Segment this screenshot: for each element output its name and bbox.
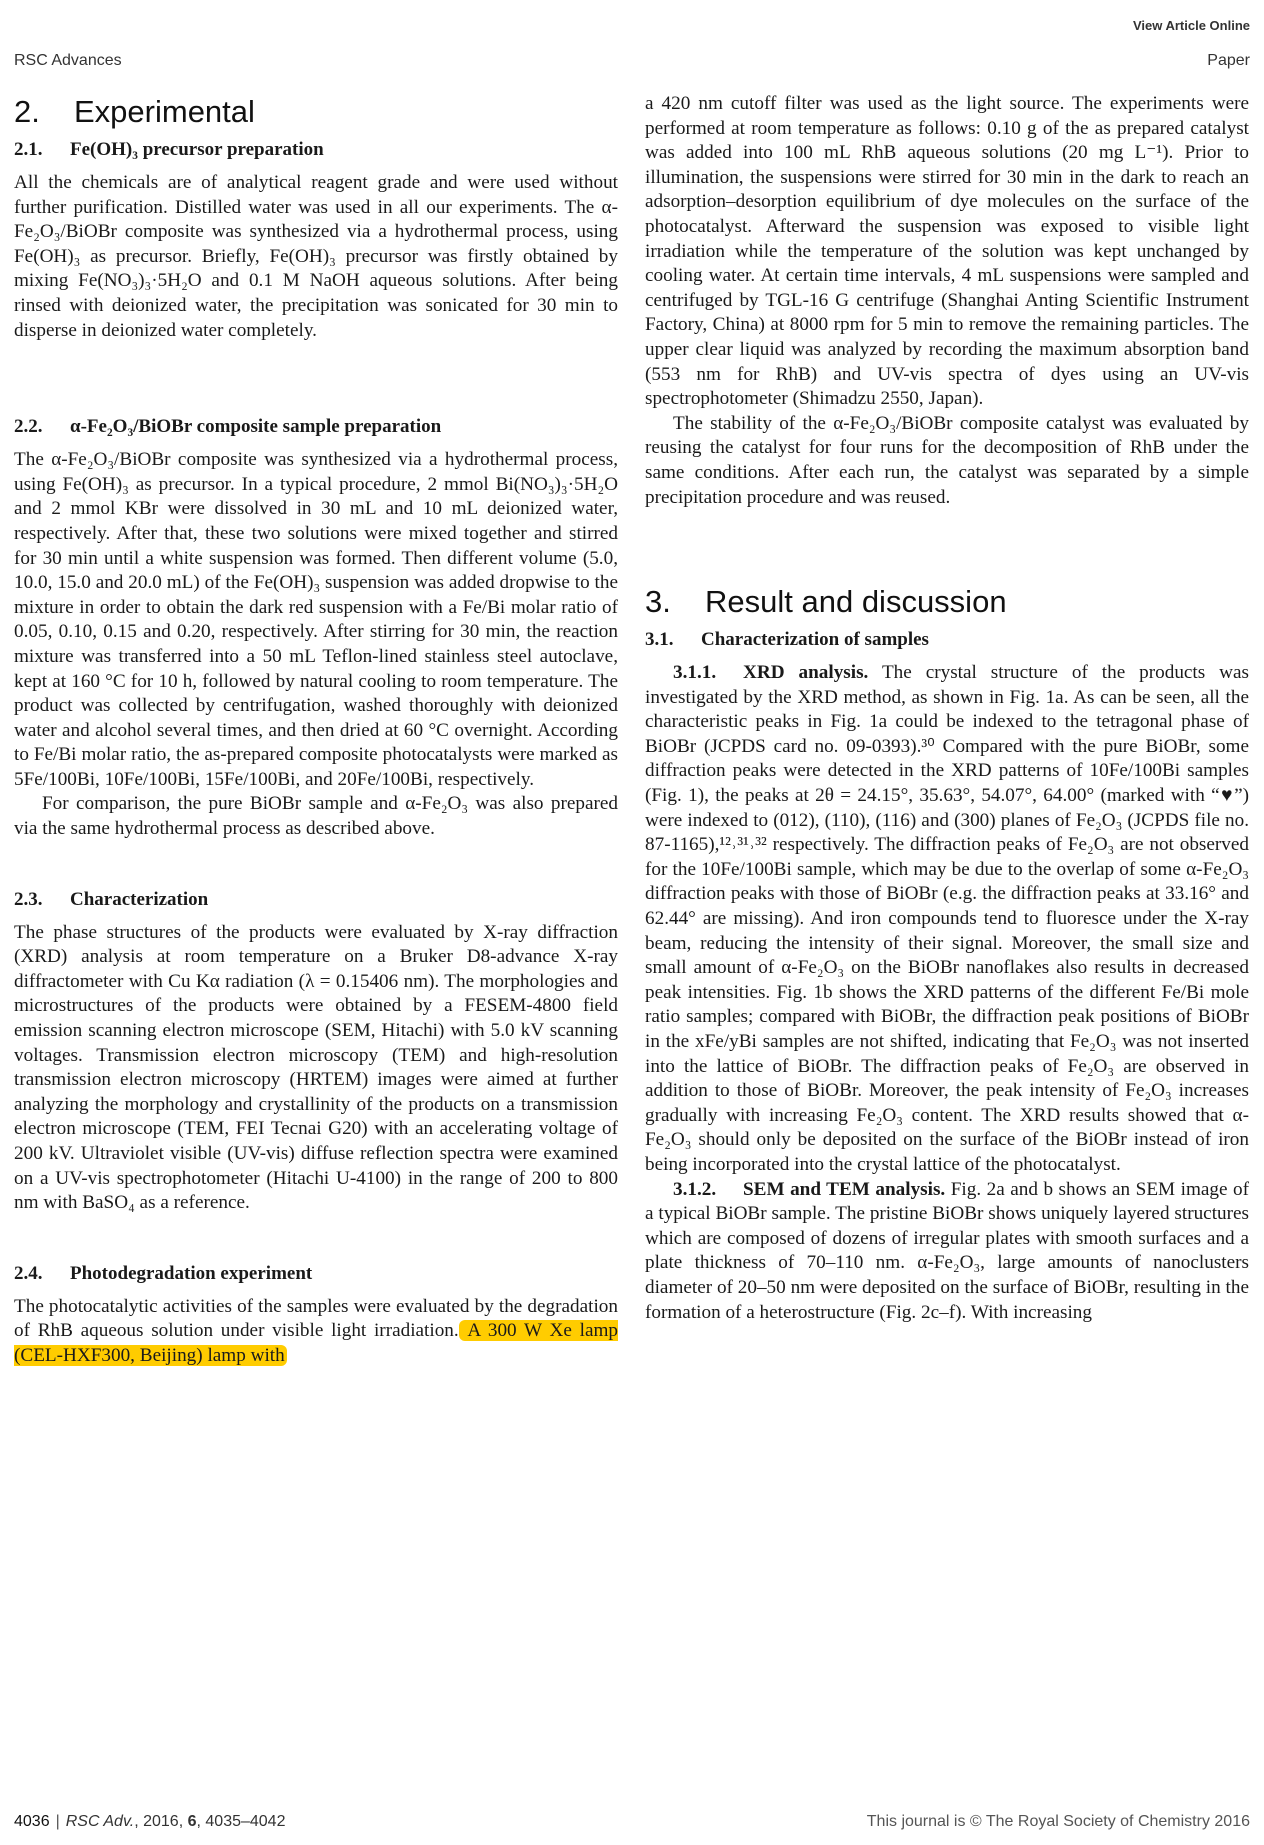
left-column bbox=[14, 92, 618, 1369]
section-2-2-heading: 2.2. α-Fe₂O₃/BiOBr composite sample preparation bbox=[14, 416, 442, 438]
section-2-1-heading: 2.1. Fe(OH)₃ precursor preparation bbox=[14, 139, 324, 160]
page-number: 4036 bbox=[14, 1813, 50, 1830]
view-article-online-link[interactable]: View Article Online bbox=[1132, 18, 1250, 33]
section-2-4-heading: 2.4. Photodegradation experiment bbox=[14, 1262, 313, 1284]
section-2-3-body: The phase structures of the products were evaluated by X-ray diffraction (XRD) analysis at room temperature on a Bruker D8-advance X-ray diffractometer with Cu Kα radiation (λ = 0.15406 nm). The morphologies and microstructures of the products were obtained by a FESEM-4800 field emission scanning electron microscope (SEM, Hitachi) with 5.0 kV scanning voltages. Transmission electron microscopy (TEM) and high-resolution transmission electron microscopy (HRTEM) images were aimed at further analyzing the morphology and crystallinity of the products on a transmission electron microscope (TEM, FEI Tecnai G20) with an accelerating voltage of 200 kV. Ultraviolet visible (UV-vis) diffuse reflection spectra were examined on a UV-vis spectrophotometer (Hitachi U-4100) in the range of 200 to 800 nm with BaSO₄ as a reference. bbox=[14, 921, 618, 1214]
section-2-4-body: The photocatalytic activities of the samples were evaluated by the degradation of RhB aqueous solution under visible light irradiation. A 300 W Xe lamp (CEL-HXF300, Beijing) lamp with bbox=[14, 1295, 618, 1366]
section-2-2-body: The α-Fe₂O₃/BiOBr composite was synthesized via a hydrothermal process, using Fe(OH)₃ as precursor. In a typical procedure, 2 mmol Bi(NO₃)₃·5H₂O and 2 mmol KBr were dissolved in 30 mL and 10 mL deionized water, respectively. After that, these two solutions were mixed together and stirred for 30 min until a white suspension was formed. Then different volume (5.0, 10.0, 15.0 and 20.0 mL) of the Fe(OH)₃ suspension was added dropwise to the mixture in order to obtain the dark red suspension with a Fe/Bi molar ratio of 0.05, 0.10, 0.15 and 0.20, respectively. After stirring for 30 min, the reaction mixture was transferred into a 50 mL Teflon-lined stainless steel autoclave, kept at 160 °C for 10 h, followed by natural cooling to room temperature. The product was collected by centrifugation, washed thoroughly with deionized water and alcohol several times, and then dried at 60 °C overnight. According to Fe/Bi molar ratio, the as-prepared composite photocatalysts were marked as 5Fe/100Bi, 10Fe/100Bi, 15Fe/100Bi, and 20Fe/100Bi, respectively. bbox=[14, 449, 618, 790]
section-3-1-2-paragraph: 3.1.2. SEM and TEM analysis. Fig. 2a and b shows an SEM image of a typical BiOBr sample. The pristine BiOBr shows uniquely layered structures which are composed of dozens of irregular plates with smooth surfaces and a plate thickness of 70–110 nm. α-Fe₂O₃, large amounts of nanoclusters diameter of 20–50 nm were deposited on the surface of BiOBr, resulting in the formation of a heterostructure (Fig. 2c–f). With increasing bbox=[645, 1178, 1249, 1323]
article-type-label: Paper bbox=[1207, 52, 1250, 69]
right-column bbox=[645, 92, 1249, 1325]
section-2-3-heading: 2.3. Characterization bbox=[14, 888, 209, 910]
section-2-1-body: All the chemicals are of analytical reagent grade and were used without further purification. Distilled water was used in all our experiments. The α-Fe₂O₃/BiOBr composite was synthesized via a hydrothermal process, using Fe(OH)₃ as precursor. Briefly, Fe(OH)₃ precursor was firstly obtained by mixing Fe(NO₃)₃·5H₂O and 0.1 M NaOH aqueous solutions. After being rinsed with deionized water, the precipitation was sonicated for 30 min to disperse in deionized water completely. bbox=[14, 172, 618, 341]
copyright-notice: This journal is © The Royal Society of Chemistry 2016 bbox=[866, 1813, 1250, 1830]
section-3-1-1-paragraph: 3.1.1. XRD analysis. The crystal structure of the products was investigated by the XRD method, as shown in Fig. 1a. As can be seen, all the characteristic peaks in Fig. 1a could be indexed to the tetragonal phase of BiOBr (JCPDS card no. 09-0393).³⁰ Compared with the pure BiOBr, some diffraction peaks were detected in the XRD patterns of 10Fe/100Bi samples (Fig. 1), the peaks at 2θ = 24.15°, 35.63°, 54.07°, 64.00° (marked with “♥”) were indexed to (012), (110), (116) and (300) planes of Fe₂O₃ (JCPDS file no. 87-1165),¹²˒³¹˒³² respectively. The diffraction peaks of Fe₂O₃ are not observed for the 10Fe/100Bi sample, which may be due to the overlap of some α-Fe₂O₃ diffraction peaks with those of BiOBr (e.g. the diffraction peaks at 33.16° and 62.44° are missing). And iron compounds tend to fluoresce under the X-ray beam, reducing the intensity of their signal. Moreover, the small size and small amount of α-Fe₂O₃ on the BiOBr nanoflakes also results in decreased peak intensities. Fig. 1b shows the XRD patterns of the different Fe/Bi mole ratio samples; compared with BiOBr, the diffraction peak positions of BiOBr in the xFe/yBi samples are not shifted, indicating that Fe₂O₃ was not inserted into the lattice of BiOBr. The diffraction peaks of Fe₂O₃ are observed in addition to those of BiOBr. Moreover, the peak intensity of Fe₂O₃ increases gradually with increasing Fe₂O₃ content. The XRD results showed that α-Fe₂O₃ should only be deposited on the surface of the BiOBr instead of iron being incorporated into the crystal lattice of the photocatalyst. bbox=[645, 662, 1249, 1175]
page-footer-citation: 4036 | RSC Adv., 2016, 6, 4035–4042 bbox=[14, 1813, 286, 1830]
journal-running-head: RSC Advances bbox=[14, 52, 122, 69]
section-2-heading: 2. Experimental bbox=[14, 94, 255, 129]
section-2-2-body-comparison: For comparison, the pure BiOBr sample and α-Fe₂O₃ was also prepared via the same hydrothermal process as described above. bbox=[14, 793, 618, 840]
section-2-4-body-continued: a 420 nm cutoff filter was used as the light source. The experiments were performed at room temperature as follows: 0.10 g of the as prepared catalyst was added into 100 mL RhB aqueous solutions (20 mg L⁻¹). Prior to illumination, the suspensions were stirred for 30 min in the dark to reach an adsorption–desorption equilibrium of dye molecules on the surface of the photocatalyst. Afterward the suspension was exposed to visible light irradiation while the temperature of the solution was kept unchanged by cooling water. At certain time intervals, 4 mL suspensions were sampled and centrifuged by TGL-16 G centrifuge (Shanghai Anting Scientific Instrument Factory, China) at 8000 rpm for 5 min to remove the remaining particles. The upper clear liquid was analyzed by recording the maximum absorption band (553 nm for RhB) and UV-vis spectra of dyes using an UV-vis spectrophotometer (Shimadzu 2550, Japan). bbox=[645, 93, 1249, 410]
section-3-1-heading: 3.1. Characterization of samples bbox=[645, 629, 929, 651]
section-2-4-stability-paragraph: The stability of the α-Fe₂O₃/BiOBr composite catalyst was evaluated by reusing the catalyst for four runs for the decomposition of RhB under the same conditions. After each run, the catalyst was separated by a simple precipitation procedure and was reused. bbox=[645, 412, 1249, 508]
section-3-heading: 3. Result and discussion bbox=[645, 584, 1007, 620]
text-highlight[interactable]: A 300 W Xe lamp (CEL-HXF300, Beijing) lamp with bbox=[14, 1320, 618, 1366]
